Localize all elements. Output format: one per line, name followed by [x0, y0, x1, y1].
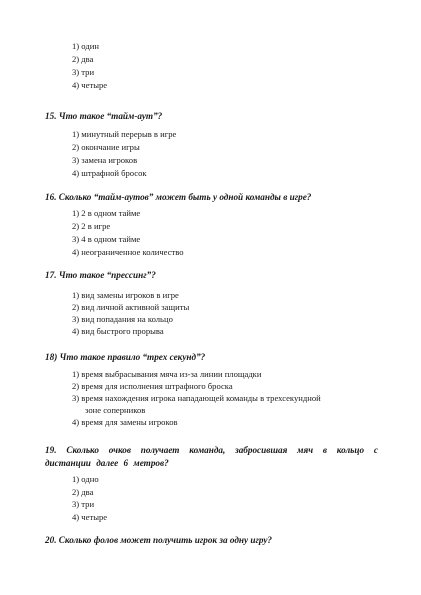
q19-option-2: 2) два — [72, 487, 94, 497]
q17-option-3: 3) вид попадания на кольцо — [72, 314, 173, 324]
q15-option-4: 4) штрафной бросок — [72, 168, 147, 178]
q17-option-1: 1) вид замены игроков в игре — [72, 290, 179, 300]
question-20-title: 20. Сколько фолов может получить игрок за одну игру? — [45, 535, 273, 545]
q19-option-4: 4) четыре — [72, 512, 108, 522]
q18-option-3-continuation: зоне соперников — [85, 405, 146, 415]
question-15-title: 15. Что такое “тайм-аут”? — [45, 111, 163, 121]
question-17-title: 17. Что такое “прессинг”? — [45, 270, 156, 280]
q18-option-1: 1) время выбрасывания мяча из-за линии площадки — [72, 369, 262, 379]
q19-option-1: 1) одно — [72, 474, 99, 484]
option-2: 2) два — [72, 54, 94, 64]
option-4: 4) четыре — [72, 80, 108, 90]
q18-option-2: 2) время для исполнения штрафного броска — [72, 381, 233, 391]
q16-option-2: 2) 2 в игре — [72, 221, 111, 231]
q15-option-2: 2) окончание игры — [72, 142, 140, 152]
option-3: 3) три — [72, 67, 95, 77]
q18-option-4: 4) время для замены игроков — [72, 417, 178, 427]
q16-option-1: 1) 2 в одном тайме — [72, 208, 141, 218]
q18-option-3: 3) время нахождения игрока нападающей команды в трехсекундной — [72, 393, 321, 403]
option-1: 1) один — [72, 41, 99, 51]
q15-option-1: 1) минутный перерыв в игре — [72, 129, 177, 139]
q17-option-4: 4) вид быстрого прорыва — [72, 326, 164, 336]
q16-option-3: 3) 4 в одном тайме — [72, 234, 141, 244]
q17-option-2: 2) вид личной активной защиты — [72, 302, 190, 312]
question-19-title: 19. Сколько очков получает команда, забросившая мяч в кольцо с дистанции далее 6 метров? — [45, 445, 378, 468]
q15-option-3: 3) замена игроков — [72, 155, 138, 165]
question-16-title: 16. Сколько “тайм-аутов” может быть у одной команды в игре? — [45, 192, 312, 202]
q19-option-3: 3) три — [72, 499, 95, 509]
q16-option-4: 4) неограниченное количество — [72, 247, 184, 257]
question-18-title: 18) Что такое правило “трех секунд”? — [45, 352, 206, 362]
